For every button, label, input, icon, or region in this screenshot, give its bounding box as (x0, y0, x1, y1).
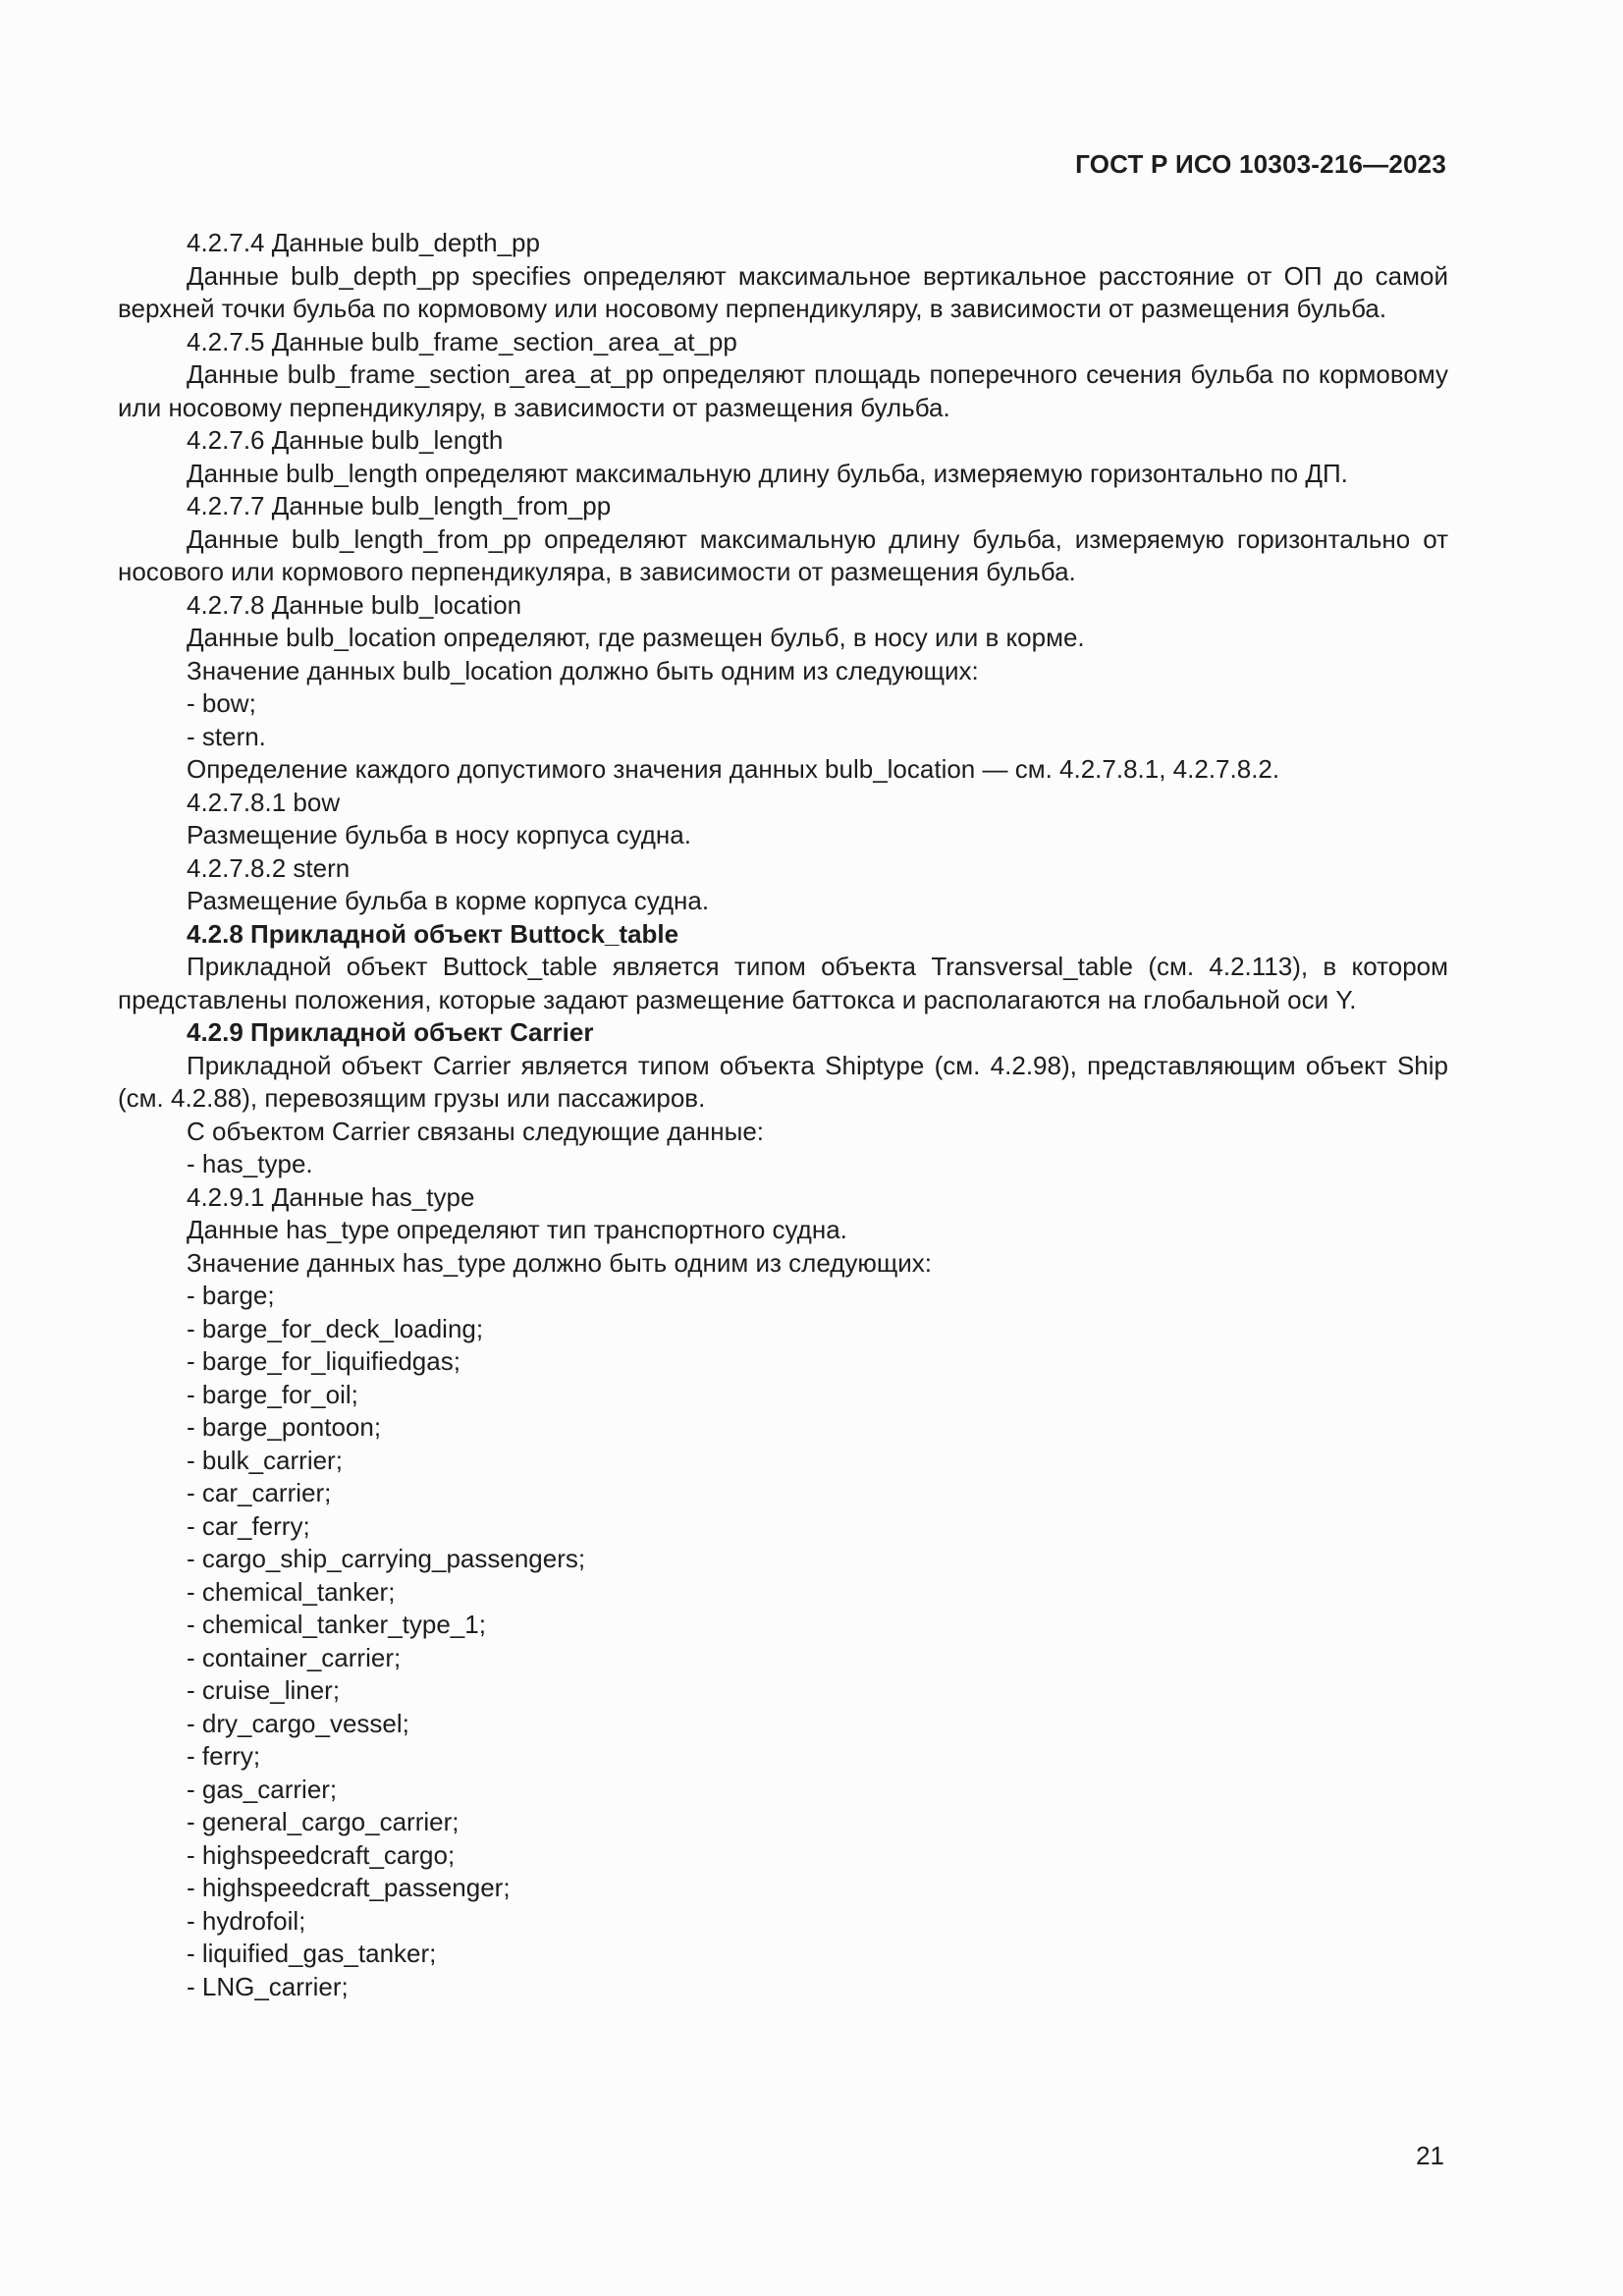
body-paragraph: Размещение бульба в корме корпуса судна. (187, 886, 710, 915)
section-heading: 4.2.8 Прикладной объект Buttock_table (187, 918, 679, 949)
list-item: - chemical_tanker_type_1; (187, 1610, 486, 1639)
body-paragraph: Данные has_type определяют тип транспортного судна. (187, 1215, 847, 1244)
subsection-title: 4.2.7.8 Данные bulb_location (187, 589, 522, 620)
list-item: - cruise_liner; (187, 1675, 341, 1705)
body-paragraph: Прикладной объект Buttock_table является типом объекта Transversal_table (см. 4.2.113), в котором представлены положения, которые задают размещение баттокса и располагаются на глобальной оси Y. (118, 952, 1448, 1014)
body-paragraph: Данные bulb_length определяют максимальную длину бульба, измеряемую горизонтально по ДП. (187, 458, 1348, 488)
body-paragraph: Определение каждого допустимого значения данных bulb_location — см. 4.2.7.8.1, 4.2.7.8.2. (187, 754, 1280, 784)
page-number: 21 (1416, 2141, 1444, 2170)
list-item: - highspeedcraft_cargo; (187, 1839, 456, 1870)
document-header: ГОСТ Р ИСО 10303-216—2023 (1075, 149, 1446, 179)
list-item: - car_carrier; (187, 1478, 332, 1507)
subsection-title: 4.2.9.1 Данные has_type (187, 1181, 475, 1212)
subsection-title: 4.2.7.7 Данные bulb_length_from_pp (187, 491, 612, 520)
list-item: - hydrofoil; (187, 1905, 306, 1936)
list-item: - barge_for_oil; (187, 1379, 358, 1409)
body-paragraph: Данные bulb_depth_pp specifies определяют максимальное вертикальное расстояние от ОП до самой верхней точки бульба по кормовому или носовому перпендикуляру, в зависимости от размещения бульба. (118, 260, 1448, 323)
list-item: - LNG_carrier; (187, 1971, 349, 2001)
list-item: - chemical_tanker; (187, 1576, 396, 1607)
body-paragraph: Данные bulb_frame_section_area_at_pp определяют площадь поперечного сечения бульба по кормовому или носовому перпендикуляру, в зависимости от размещения бульба. (118, 359, 1448, 422)
subsection-title: 4.2.7.5 Данные bulb_frame_section_area_at_pp (187, 326, 737, 356)
list-item: - bow; (187, 688, 256, 718)
list-item: - has_type. (187, 1149, 313, 1178)
list-item: - gas_carrier; (187, 1774, 338, 1804)
list-item: - liquified_gas_tanker; (187, 1939, 437, 1968)
list-item: - car_ferry; (187, 1510, 310, 1541)
subsection-title: 4.2.7.4 Данные bulb_depth_pp (187, 228, 540, 257)
list-item: - stern. (187, 721, 266, 751)
body-paragraph: С объектом Carrier связаны следующие данные: (187, 1116, 765, 1146)
body-paragraph: Значение данных has_type должно быть одним из следующих: (187, 1247, 933, 1278)
list-item: - barge; (187, 1281, 275, 1310)
document-body (118, 227, 1448, 2003)
list-item: - barge_pontoon; (187, 1412, 382, 1442)
body-paragraph: Размещение бульба в носу корпуса судна. (187, 820, 691, 849)
subsection-title: 4.2.7.8.2 stern (187, 852, 351, 883)
body-paragraph: Данные bulb_length_from_pp определяют максимальную длину бульба, измеряемую горизонтально от носового или кормового перпендикуляра, в зависимости от размещения бульба. (118, 523, 1448, 586)
body-paragraph: Данные bulb_location определяют, где размещен бульб, в носу или в корме. (187, 623, 1085, 652)
list-item: - ferry; (187, 1741, 261, 1771)
subsection-title: 4.2.7.8.1 bow (187, 787, 341, 817)
list-item: - general_cargo_carrier; (187, 1807, 460, 1836)
body-paragraph: Прикладной объект Carrier является типом объекта Shiptype (см. 4.2.98), представляющим объект Ship (см. 4.2.88), перевозящим грузы или пассажиров. (118, 1050, 1448, 1113)
body-paragraph: Значение данных bulb_location должно быть одним из следующих: (187, 655, 979, 685)
section-heading: 4.2.9 Прикладной объект Carrier (187, 1017, 594, 1047)
list-item: - barge_for_deck_loading; (187, 1313, 484, 1343)
list-item: - container_carrier; (187, 1642, 402, 1672)
list-item: - cargo_ship_carrying_passengers; (187, 1544, 586, 1573)
list-item: - highspeedcraft_passenger; (187, 1873, 511, 1902)
list-item: - dry_cargo_vessel; (187, 1708, 409, 1738)
subsection-title: 4.2.7.6 Данные bulb_length (187, 425, 504, 455)
list-item: - barge_for_liquifiedgas; (187, 1346, 460, 1376)
list-item: - bulk_carrier; (187, 1445, 343, 1475)
